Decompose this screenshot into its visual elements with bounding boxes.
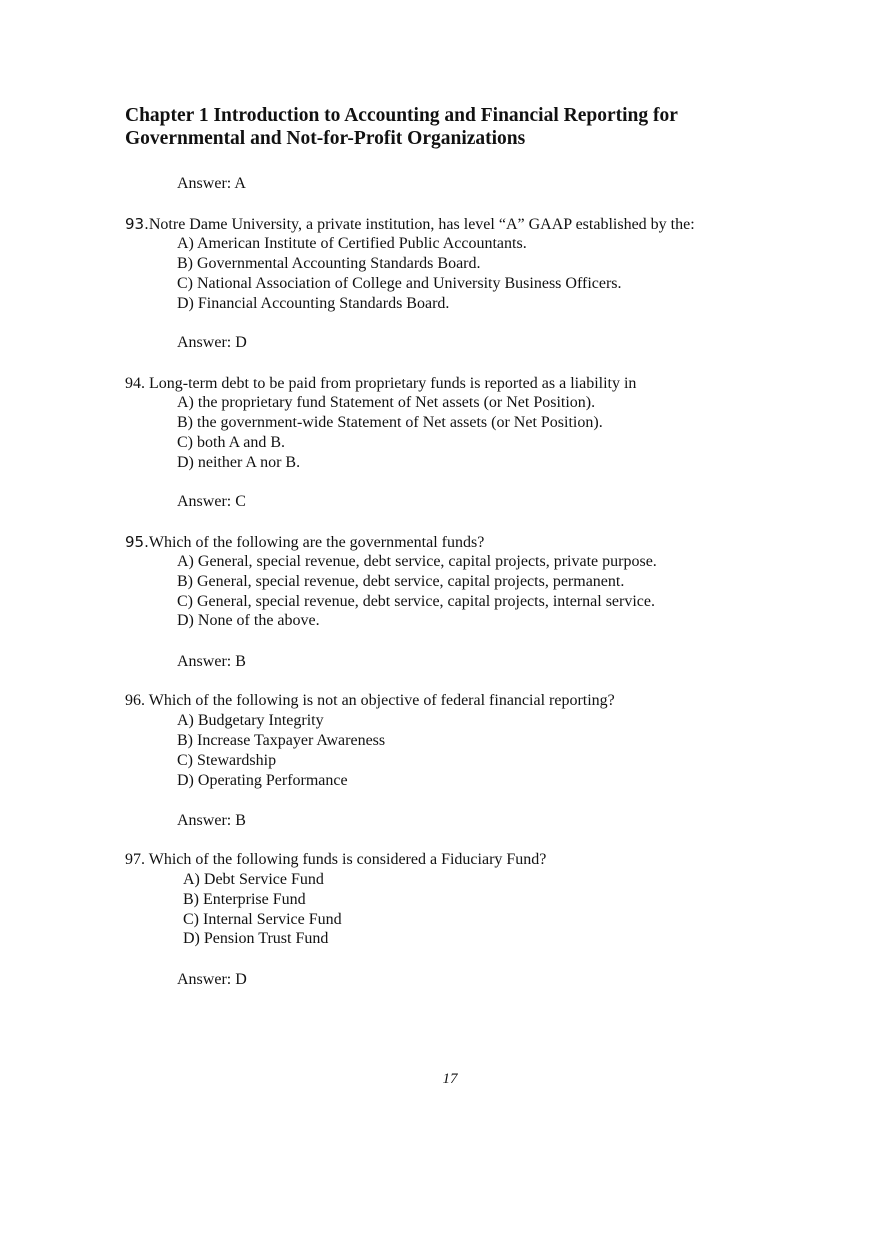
answer: Answer: D [177,334,247,351]
option-c: C) both A and B. [177,434,286,451]
question-text: Notre Dame University, a private institution, has level “A” GAAP established by the: [148,216,695,233]
option-b: B) Enterprise Fund [183,891,306,908]
option-d: D) Operating Performance [177,772,348,789]
question-95 [125,532,484,553]
question-96 [125,691,615,711]
option-a: A) American Institute of Certified Public Accountants. [177,235,527,252]
option-b: B) the government-wide Statement of Net assets (or Net Position). [177,414,603,431]
chapter-title-line-2: Governmental and Not-for-Profit Organizations [125,128,526,149]
option-c: C) General, special revenue, debt service, capital projects, internal service. [177,593,655,610]
option-c: C) National Association of College and University Business Officers. [177,275,622,292]
question-93 [125,214,695,235]
option-b: B) General, special revenue, debt service, capital projects, permanent. [177,573,625,590]
chapter-title-line-1: Chapter 1 Introduction to Accounting and Financial Reporting for [125,105,678,126]
question-94 [125,374,636,394]
answer: Answer: B [177,653,246,670]
option-a: A) Budgetary Integrity [177,712,324,729]
question-text: Which of the following are the governmental funds? [148,534,485,551]
option-b: B) Increase Taxpayer Awareness [177,732,386,749]
option-a: A) Debt Service Fund [183,871,324,888]
question-number: 94. [125,375,145,392]
question-number: 93. [125,215,149,233]
option-d: D) Pension Trust Fund [183,930,329,947]
option-d: D) neither A nor B. [177,454,301,471]
question-text: Which of the following funds is considered a Fiduciary Fund? [145,851,547,868]
answer: Answer: B [177,812,246,829]
question-text: Long-term debt to be paid from proprietary funds is reported as a liability in [145,375,637,392]
option-a: A) the proprietary fund Statement of Net assets (or Net Position). [177,394,596,411]
option-b: B) Governmental Accounting Standards Board. [177,255,481,272]
chapter-title [125,104,825,150]
question-number: 95. [125,533,149,551]
question-text: Which of the following is not an objective of federal financial reporting? [145,692,615,709]
answer: Answer: C [177,493,246,510]
option-a: A) General, special revenue, debt service, capital projects, private purpose. [177,553,657,570]
option-d: D) None of the above. [177,612,320,629]
answer: Answer: D [177,971,247,988]
page-number: 17 [442,1071,458,1087]
question-number: 97. [125,851,145,868]
question-97 [125,850,546,870]
question-number: 96. [125,692,145,709]
previous-answer: Answer: A [177,175,246,192]
option-d: D) Financial Accounting Standards Board. [177,295,450,312]
option-c: C) Internal Service Fund [183,911,342,928]
option-c: C) Stewardship [177,752,277,769]
